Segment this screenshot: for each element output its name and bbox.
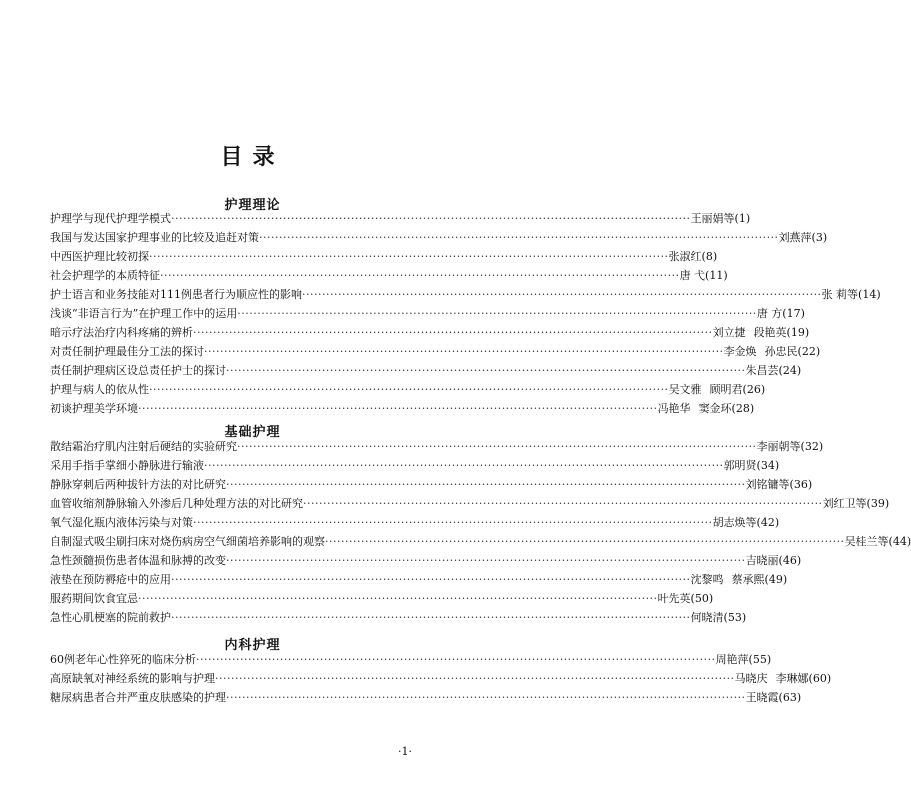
toc-entry[interactable] (50, 649, 772, 667)
toc-entry[interactable] (50, 569, 788, 587)
leader-dots (149, 250, 669, 264)
entry-title: 对责任制护理最佳分工法的探讨 (50, 345, 204, 358)
section-heading: 内科护理 (224, 638, 281, 653)
entry-author: 冯艳华 (657, 402, 691, 415)
leader-dots (193, 516, 713, 530)
entry-author: 吴桂兰等(44) (844, 535, 911, 548)
entry-author: 李金焕 (723, 345, 757, 358)
entry-author: 王晓霞(63) (745, 691, 802, 704)
page-title: 目录 (220, 145, 285, 170)
toc-entry[interactable] (50, 512, 780, 530)
leader-dots (138, 402, 658, 416)
entry-author: 沈黎鸣 (690, 573, 724, 586)
leader-dots (303, 497, 823, 511)
entry-title: 静脉穿刺后两种拔针方法的对比研究 (50, 478, 226, 491)
entry-title: 急性心肌梗塞的院前救护 (50, 611, 171, 624)
leader-dots (259, 231, 779, 245)
toc-entry[interactable] (50, 208, 751, 226)
entry-title: 液垫在预防褥疮中的应用 (50, 573, 171, 586)
entry-author-2: 顾明君(26) (709, 383, 766, 396)
entry-author: 马晓庆 (734, 672, 768, 685)
toc-entry[interactable] (50, 668, 832, 686)
toc-entry[interactable] (50, 398, 755, 416)
entry-author-2: 蔡承熙(49) (731, 573, 788, 586)
toc-entry[interactable] (50, 436, 824, 454)
leader-dots (193, 326, 713, 340)
leader-dots (226, 364, 746, 378)
entry-title: 自制湿式吸尘刷扫床对烧伤病房空气细菌培养影响的观察 (50, 535, 325, 548)
leader-dots (226, 691, 746, 705)
entry-author: 胡志焕等(42) (712, 516, 780, 529)
entry-author: 刘立捷 (712, 326, 746, 339)
entry-title: 氧气湿化瓶内液体污染与对策 (50, 516, 193, 529)
entry-author: 刘红卫等(39) (822, 497, 890, 510)
entry-author: 吉晓丽(46) (745, 554, 802, 567)
toc-entry[interactable] (50, 322, 810, 340)
toc-entry[interactable] (50, 227, 828, 245)
toc-entry[interactable] (50, 588, 714, 606)
entry-title: 急性颈髓损伤患者体温和脉搏的改变 (50, 554, 226, 567)
entry-title: 暗示疗法治疗内科疼痛的辨析 (50, 326, 193, 339)
toc-entry[interactable] (50, 687, 802, 705)
entry-title: 我国与发达国家护理事业的比较及追赶对策 (50, 231, 259, 244)
entry-author: 唐 方(17) (756, 307, 805, 320)
entry-author: 张淑红(8) (668, 250, 718, 263)
toc-entry[interactable] (50, 265, 728, 283)
entry-author: 刘铭镛等(36) (745, 478, 813, 491)
entry-title: 初谈护理美学环境 (50, 402, 138, 415)
leader-dots (226, 478, 746, 492)
toc-entry[interactable] (50, 303, 805, 321)
toc-entry[interactable] (50, 607, 747, 625)
entry-title: 60例老年心性猝死的临床分析 (50, 653, 196, 666)
entry-author: 吴文雅 (668, 383, 702, 396)
toc-entry[interactable] (50, 246, 718, 264)
leader-dots (204, 459, 724, 473)
entry-author: 李丽朝等(32) (756, 440, 824, 453)
entry-author-2: 段艳英(19) (753, 326, 810, 339)
toc-entry[interactable] (50, 360, 802, 378)
entry-title: 糖尿病患者合并严重皮肤感染的护理 (50, 691, 226, 704)
entry-author: 郭明贤(34) (723, 459, 780, 472)
entry-author: 唐 弋(11) (679, 269, 728, 282)
entry-title: 服药期间饮食宜忌 (50, 592, 138, 605)
entry-author: 何晓清(53) (690, 611, 747, 624)
toc-entry[interactable] (50, 550, 802, 568)
entry-title: 血管收缩剂静脉输入外渗后几种处理方法的对比研究 (50, 497, 303, 510)
page-number: ·1· (398, 745, 412, 758)
section-heading: 基础护理 (224, 425, 281, 440)
entry-title: 采用手指手掌细小静脉进行输液 (50, 459, 204, 472)
leader-dots (215, 672, 735, 686)
leader-dots (171, 212, 691, 226)
entry-author: 王丽娟等(1) (690, 212, 751, 225)
section-heading: 护理理论 (224, 198, 281, 213)
entry-title: 护理与病人的依从性 (50, 383, 149, 396)
leader-dots (138, 592, 658, 606)
entry-title: 护士语言和业务技能对111例患者行为顺应性的影响 (50, 288, 302, 301)
toc-entry[interactable] (50, 455, 780, 473)
entry-title: 中西医护理比较初探 (50, 250, 149, 263)
leader-dots (171, 573, 691, 587)
entry-title: 护理学与现代护理学模式 (50, 212, 171, 225)
entry-author: 刘燕萍(3) (778, 231, 828, 244)
leader-dots (237, 307, 757, 321)
leader-dots (226, 554, 746, 568)
leader-dots (325, 535, 845, 549)
leader-dots (204, 345, 724, 359)
entry-author-2: 窦金环(28) (698, 402, 755, 415)
toc-entry[interactable] (50, 284, 881, 302)
entry-title: 浅谈“非语言行为”在护理工作中的运用 (50, 307, 238, 320)
leader-dots (171, 611, 691, 625)
entry-author: 张 莉等(14) (821, 288, 881, 301)
entry-title: 社会护理学的本质特征 (50, 269, 160, 282)
toc-entry[interactable] (50, 531, 911, 549)
leader-dots (160, 269, 680, 283)
leader-dots (149, 383, 669, 397)
entry-title: 高原缺氧对神经系统的影响与护理 (50, 672, 215, 685)
entry-author: 朱昌芸(24) (745, 364, 802, 377)
toc-entry[interactable] (50, 474, 813, 492)
leader-dots (196, 653, 716, 667)
entry-author-2: 孙忠民(22) (764, 345, 821, 358)
entry-title: 散结霜治疗肌内注射后硬结的实验研究 (50, 440, 237, 453)
leader-dots (302, 288, 822, 302)
toc-entry[interactable] (50, 493, 890, 511)
entry-author: 周艳萍(55) (715, 653, 772, 666)
entry-author: 叶先英(50) (657, 592, 714, 605)
entry-author-2: 李琳娜(60) (775, 672, 832, 685)
leader-dots (237, 440, 757, 454)
toc-entry[interactable] (50, 341, 821, 359)
toc-entry[interactable] (50, 379, 766, 397)
entry-title: 责任制护理病区设总责任护士的探讨 (50, 364, 226, 377)
